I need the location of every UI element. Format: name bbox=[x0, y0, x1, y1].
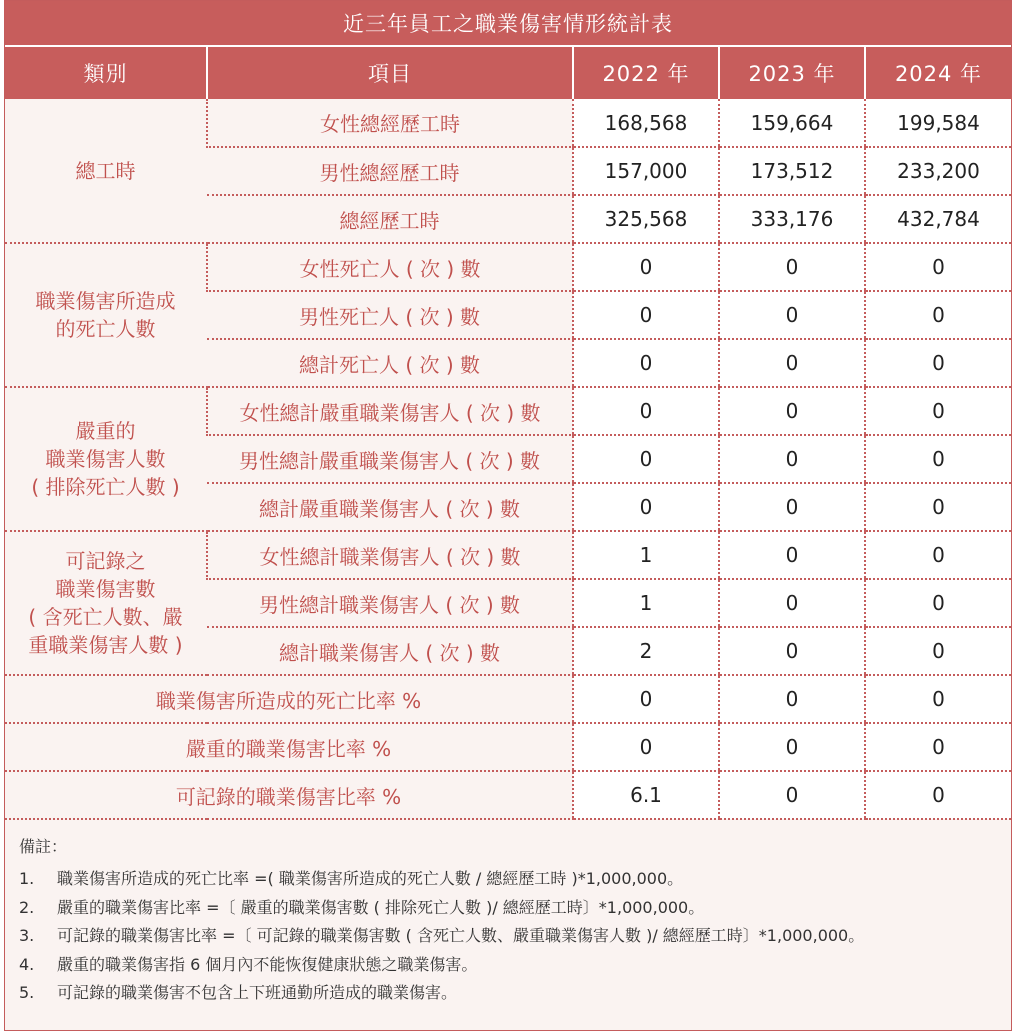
category-cell: 嚴重的 職業傷害人數 ( 排除死亡人數 ) bbox=[5, 387, 207, 531]
value-2023: 0 bbox=[719, 243, 865, 291]
rate-row bbox=[5, 675, 1011, 723]
item-cell: 總計職業傷害人 ( 次 ) 數 bbox=[207, 627, 573, 675]
value-2024: 0 bbox=[865, 483, 1011, 531]
value-2023: 0 bbox=[719, 483, 865, 531]
rate-row bbox=[5, 771, 1011, 819]
notes-section bbox=[5, 820, 1011, 1008]
value-2022: 0 bbox=[573, 435, 719, 483]
value-2024: 199,584 bbox=[865, 99, 1011, 147]
value-2022: 1 bbox=[573, 579, 719, 627]
table-title: 近三年員工之職業傷害情形統計表 bbox=[5, 1, 1011, 47]
value-2024: 0 bbox=[865, 627, 1011, 675]
value-2022: 325,568 bbox=[573, 195, 719, 243]
item-cell: 總計嚴重職業傷害人 ( 次 ) 數 bbox=[207, 483, 573, 531]
value-2022: 0 bbox=[573, 723, 719, 771]
value-2023: 0 bbox=[719, 675, 865, 723]
header-category: 類別 bbox=[5, 47, 207, 99]
note-item bbox=[19, 865, 997, 894]
note-number: 5. bbox=[19, 983, 35, 1002]
table-row bbox=[5, 243, 1011, 291]
category-cell: 總工時 bbox=[5, 99, 207, 243]
value-2023: 0 bbox=[719, 339, 865, 387]
item-cell: 男性總經歷工時 bbox=[207, 147, 573, 195]
item-cell: 男性死亡人 ( 次 ) 數 bbox=[207, 291, 573, 339]
item-cell: 女性總計嚴重職業傷害人 ( 次 ) 數 bbox=[207, 387, 573, 435]
value-2024: 0 bbox=[865, 675, 1011, 723]
injury-statistics-table bbox=[5, 47, 1011, 820]
statistics-table-container bbox=[4, 0, 1012, 1031]
note-number: 3. bbox=[19, 926, 35, 945]
table-row bbox=[5, 531, 1011, 579]
note-text: 嚴重的職業傷害比率 =〔 嚴重的職業傷害數 ( 排除死亡人數 )/ 總經歷工時〕*1,000,000。 bbox=[57, 897, 705, 917]
notes-heading: 備註： bbox=[19, 837, 68, 856]
note-number: 1. bbox=[19, 869, 35, 888]
item-cell: 總計死亡人 ( 次 ) 數 bbox=[207, 339, 573, 387]
note-text: 職業傷害所造成的死亡比率 =( 職業傷害所造成的死亡人數 / 總經歷工時 )*1,000,000。 bbox=[57, 869, 684, 888]
value-2022: 0 bbox=[573, 243, 719, 291]
value-2022: 0 bbox=[573, 339, 719, 387]
note-item bbox=[19, 922, 997, 951]
value-2023: 0 bbox=[719, 531, 865, 579]
value-2022: 168,568 bbox=[573, 99, 719, 147]
category-cell: 職業傷害所造成 的死亡人數 bbox=[5, 243, 207, 387]
value-2024: 0 bbox=[865, 531, 1011, 579]
table-row bbox=[5, 99, 1011, 147]
header-2024: 2024 年 bbox=[865, 47, 1011, 99]
item-cell: 男性總計職業傷害人 ( 次 ) 數 bbox=[207, 579, 573, 627]
category-cell: 可記錄之 職業傷害數 ( 含死亡人數、嚴 重職業傷害人數 ) bbox=[5, 531, 207, 675]
value-2023: 0 bbox=[719, 627, 865, 675]
value-2023: 0 bbox=[719, 435, 865, 483]
value-2024: 233,200 bbox=[865, 147, 1011, 195]
value-2023: 0 bbox=[719, 771, 865, 819]
header-item: 項目 bbox=[207, 47, 573, 99]
rate-label: 職業傷害所造成的死亡比率 % bbox=[5, 675, 573, 723]
value-2022: 0 bbox=[573, 387, 719, 435]
value-2024: 0 bbox=[865, 435, 1011, 483]
header-row bbox=[5, 47, 1011, 99]
note-text: 可記錄的職業傷害比率 =〔 可記錄的職業傷害數 ( 含死亡人數、嚴重職業傷害人數 )/ 總經歷工時〕*1,000,000。 bbox=[57, 926, 865, 945]
value-2024: 0 bbox=[865, 723, 1011, 771]
table-row bbox=[5, 387, 1011, 435]
value-2022: 0 bbox=[573, 675, 719, 723]
note-number: 2. bbox=[19, 897, 35, 917]
item-cell: 總經歷工時 bbox=[207, 195, 573, 243]
note-item bbox=[19, 894, 997, 923]
value-2024: 0 bbox=[865, 339, 1011, 387]
value-2023: 159,664 bbox=[719, 99, 865, 147]
value-2023: 333,176 bbox=[719, 195, 865, 243]
item-cell: 女性死亡人 ( 次 ) 數 bbox=[207, 243, 573, 291]
value-2022: 1 bbox=[573, 531, 719, 579]
note-item bbox=[19, 979, 997, 1008]
note-text: 嚴重的職業傷害指 6 個月內不能恢復健康狀態之職業傷害。 bbox=[57, 954, 478, 974]
value-2022: 0 bbox=[573, 483, 719, 531]
note-number: 4. bbox=[19, 954, 35, 974]
item-cell: 女性總計職業傷害人 ( 次 ) 數 bbox=[207, 531, 573, 579]
value-2024: 0 bbox=[865, 387, 1011, 435]
note-item bbox=[19, 951, 997, 980]
value-2022: 6.1 bbox=[573, 771, 719, 819]
rate-label: 嚴重的職業傷害比率 % bbox=[5, 723, 573, 771]
value-2022: 0 bbox=[573, 291, 719, 339]
value-2023: 173,512 bbox=[719, 147, 865, 195]
value-2023: 0 bbox=[719, 291, 865, 339]
note-text: 可記錄的職業傷害不包含上下班通勤所造成的職業傷害。 bbox=[57, 983, 458, 1002]
header-2022: 2022 年 bbox=[573, 47, 719, 99]
rate-label: 可記錄的職業傷害比率 % bbox=[5, 771, 573, 819]
value-2024: 432,784 bbox=[865, 195, 1011, 243]
value-2022: 157,000 bbox=[573, 147, 719, 195]
item-cell: 女性總經歷工時 bbox=[207, 99, 573, 147]
header-2023: 2023 年 bbox=[719, 47, 865, 99]
value-2023: 0 bbox=[719, 723, 865, 771]
rate-row bbox=[5, 723, 1011, 771]
item-cell: 男性總計嚴重職業傷害人 ( 次 ) 數 bbox=[207, 435, 573, 483]
value-2023: 0 bbox=[719, 579, 865, 627]
value-2024: 0 bbox=[865, 243, 1011, 291]
value-2024: 0 bbox=[865, 291, 1011, 339]
value-2024: 0 bbox=[865, 579, 1011, 627]
value-2024: 0 bbox=[865, 771, 1011, 819]
value-2022: 2 bbox=[573, 627, 719, 675]
value-2023: 0 bbox=[719, 387, 865, 435]
